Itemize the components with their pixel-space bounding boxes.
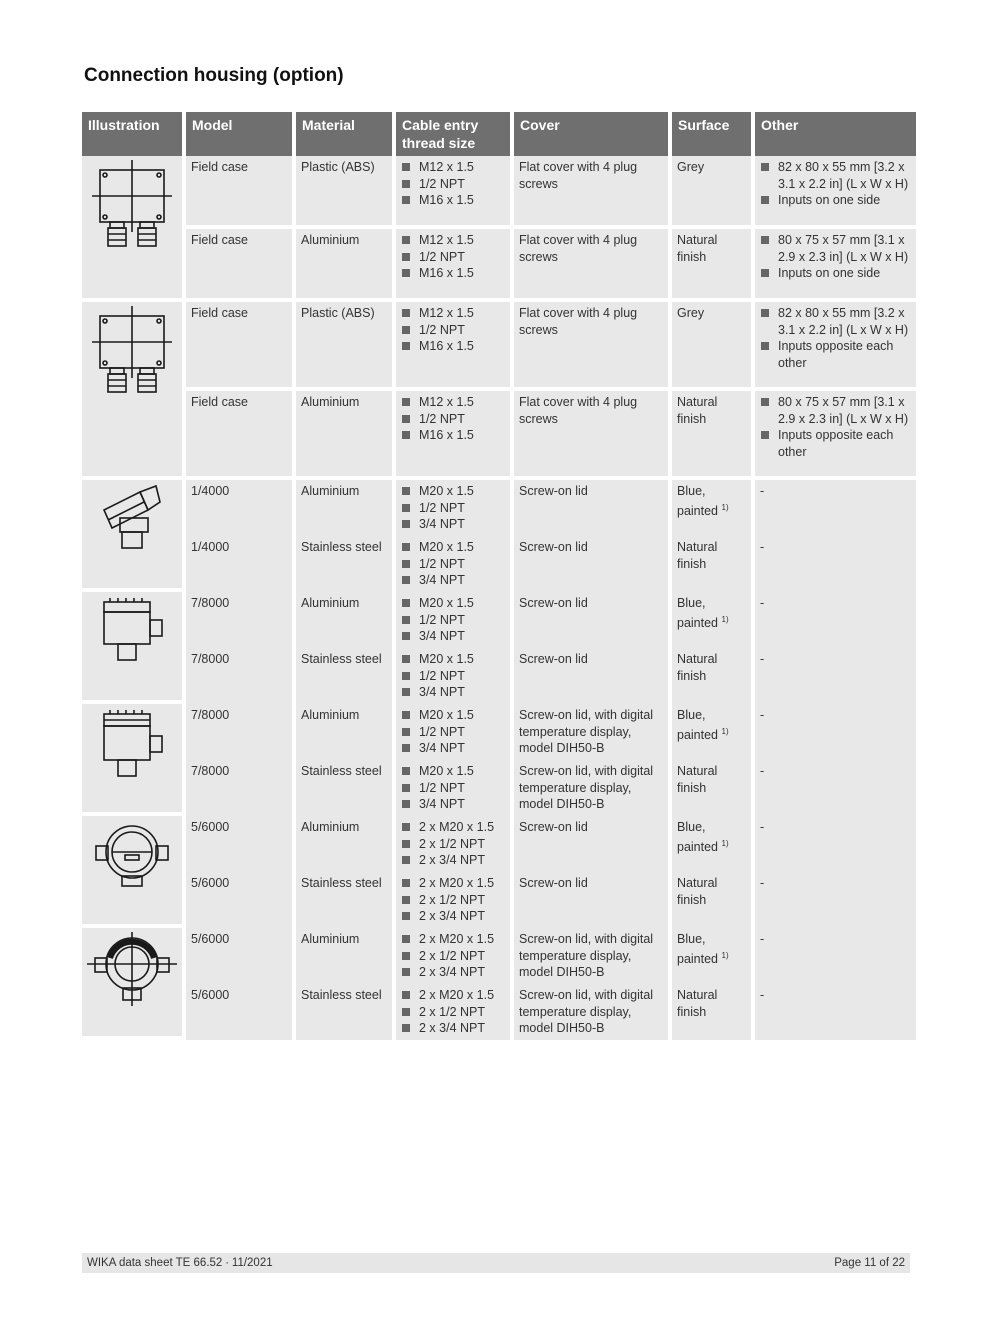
thread-cell [396,704,510,760]
table-row [186,760,916,812]
material-cell: Stainless steel [296,984,392,1040]
other-item: 82 x 80 x 55 mm [3.2 x 3.1 x 2.2 in] (L x W x H) [778,305,911,338]
table-row [186,816,916,868]
connection-housing-table [82,112,910,1040]
thread-cell [396,648,510,704]
housing-5-6000-drawing [82,816,182,924]
field-case-opposite-drawing [82,302,182,476]
surface-cell [672,480,751,536]
cover-cell: Screw-on lid [514,480,668,536]
other-item: Inputs opposite each other [778,338,911,371]
other-item: 82 x 80 x 55 mm [3.2 x 3.1 x 2.2 in] (L x W x H) [778,159,911,192]
table-row [186,536,916,588]
other-cell: - [755,760,916,816]
cover-cell: Screw-on lid [514,648,668,704]
thread-item: 1/2 NPT [419,612,505,629]
thread-item: 1/2 NPT [419,780,505,797]
thread-item: 2 x 1/2 NPT [419,892,505,909]
cover-cell: Screw-on lid, with digital temperature display, model DIH50-B [514,704,668,760]
thread-item: 2 x M20 x 1.5 [419,987,505,1004]
thread-item: 2 x 3/4 NPT [419,1020,505,1037]
cover-cell: Screw-on lid [514,536,668,592]
cover-cell: Screw-on lid [514,816,668,872]
thread-item: 1/2 NPT [419,411,505,428]
housing-5-6000-display-drawing [82,928,182,1036]
page-footer [82,1253,910,1273]
thread-cell [396,816,510,872]
model-cell: 7/8000 [186,648,292,704]
page-title: Connection housing (option) [84,65,344,86]
table-row [186,984,916,1036]
other-item: Inputs opposite each other [778,427,911,460]
housing-group-5-6000-display [82,928,910,1036]
footnote-ref: 1) [721,614,729,624]
model-cell: Field case [186,391,292,476]
footnote-ref: 1) [721,726,729,736]
thread-cell [396,984,510,1040]
other-cell [755,229,916,298]
table-row [186,156,916,225]
thread-item: 2 x M20 x 1.5 [419,931,505,948]
other-cell: - [755,704,916,760]
thread-item: M16 x 1.5 [419,338,505,355]
thread-cell [396,302,510,387]
housing-group-field-case-opposite [82,302,910,476]
thread-cell [396,391,510,476]
field-case-one-side-drawing [82,156,182,298]
cover-cell: Flat cover with 4 plug screws [514,156,668,225]
thread-item: 2 x 1/2 NPT [419,948,505,965]
thread-item: 1/2 NPT [419,724,505,741]
thread-cell [396,536,510,592]
thread-item: M16 x 1.5 [419,265,505,282]
surface-cell [672,816,751,872]
surface-cell: Natural finish [672,648,751,704]
thread-item: 2 x 1/2 NPT [419,1004,505,1021]
table-row [186,302,916,387]
material-cell: Stainless steel [296,872,392,928]
table-header [82,112,910,154]
material-cell: Aluminium [296,816,392,872]
other-item: Inputs on one side [778,265,911,282]
material-cell: Aluminium [296,928,392,984]
thread-item: 2 x 3/4 NPT [419,964,505,981]
other-cell: - [755,872,916,928]
housing-1-4000-drawing [82,480,182,588]
material-cell: Plastic (ABS) [296,302,392,387]
header-illustration: Illustration [82,112,182,156]
other-cell: - [755,592,916,648]
thread-item: M16 x 1.5 [419,192,505,209]
table-row [186,229,916,298]
model-cell: Field case [186,302,292,387]
header-other: Other [755,112,916,156]
thread-item: M12 x 1.5 [419,232,505,249]
thread-cell [396,872,510,928]
thread-cell [396,592,510,648]
housing-group-field-case-one-side [82,156,910,298]
thread-item: 2 x 3/4 NPT [419,852,505,869]
thread-item: 1/2 NPT [419,556,505,573]
other-cell: - [755,480,916,536]
surface-cell: Natural finish [672,536,751,592]
thread-cell [396,229,510,298]
housing-group-5-6000 [82,816,910,924]
surface-cell: Natural finish [672,760,751,816]
model-cell: 5/6000 [186,872,292,928]
surface-cell: Natural finish [672,872,751,928]
cover-cell: Flat cover with 4 plug screws [514,391,668,476]
model-cell: 7/8000 [186,760,292,816]
other-cell: - [755,536,916,592]
model-cell: 1/4000 [186,536,292,592]
surface-cell: Grey [672,156,751,225]
thread-item: M12 x 1.5 [419,159,505,176]
material-cell: Aluminium [296,391,392,476]
thread-item: M12 x 1.5 [419,305,505,322]
other-cell [755,391,916,476]
thread-cell [396,760,510,816]
other-cell [755,156,916,225]
cover-cell: Screw-on lid [514,872,668,928]
footnote-ref: 1) [721,838,729,848]
surface-text: Blue, painted [677,484,719,518]
header-surface: Surface [672,112,751,156]
header-cover: Cover [514,112,668,156]
thread-item: 3/4 NPT [419,516,505,533]
other-cell: - [755,928,916,984]
surface-cell: Natural finish [672,984,751,1040]
footer-document-id: WIKA data sheet TE 66.52 ∙ 11/2021 [87,1257,273,1269]
surface-cell: Natural finish [672,391,751,476]
other-cell [755,302,916,387]
model-cell: 7/8000 [186,592,292,648]
thread-item: 2 x 1/2 NPT [419,836,505,853]
thread-item: M20 x 1.5 [419,651,505,668]
thread-item: 3/4 NPT [419,572,505,589]
other-item: 80 x 75 x 57 mm [3.1 x 2.9 x 2.3 in] (L x W x H) [778,394,911,427]
thread-item: 1/2 NPT [419,249,505,266]
material-cell: Aluminium [296,704,392,760]
other-cell: - [755,816,916,872]
other-cell: - [755,984,916,1040]
surface-cell [672,928,751,984]
table-row [186,872,916,924]
model-cell: 5/6000 [186,984,292,1040]
cover-cell: Flat cover with 4 plug screws [514,229,668,298]
other-item: Inputs on one side [778,192,911,209]
material-cell: Plastic (ABS) [296,156,392,225]
thread-item: M20 x 1.5 [419,763,505,780]
thread-item: M20 x 1.5 [419,707,505,724]
thread-item: 3/4 NPT [419,628,505,645]
thread-item: 1/2 NPT [419,176,505,193]
thread-item: 1/2 NPT [419,322,505,339]
thread-item: M16 x 1.5 [419,427,505,444]
thread-item: M20 x 1.5 [419,483,505,500]
table-row [186,704,916,756]
thread-item: 3/4 NPT [419,684,505,701]
surface-cell [672,704,751,760]
other-item: 80 x 75 x 57 mm [3.1 x 2.9 x 2.3 in] (L x W x H) [778,232,911,265]
housing-group-7-8000 [82,592,910,700]
thread-item: 2 x M20 x 1.5 [419,875,505,892]
cover-cell: Flat cover with 4 plug screws [514,302,668,387]
thread-item: 1/2 NPT [419,500,505,517]
model-cell: 5/6000 [186,928,292,984]
thread-cell [396,156,510,225]
thread-item: 2 x M20 x 1.5 [419,819,505,836]
cover-cell: Screw-on lid, with digital temperature display, model DIH50-B [514,928,668,984]
model-cell: 7/8000 [186,704,292,760]
housing-group-7-8000-display [82,704,910,812]
model-cell: 5/6000 [186,816,292,872]
table-row [186,928,916,980]
material-cell: Aluminium [296,229,392,298]
material-cell: Aluminium [296,480,392,536]
housing-7-8000-display-drawing [82,704,182,812]
housing-group-1-4000 [82,480,910,588]
header-cable-entry: Cable entry thread size [396,112,510,156]
thread-item: M20 x 1.5 [419,539,505,556]
surface-cell [672,592,751,648]
thread-item: 3/4 NPT [419,740,505,757]
thread-cell [396,480,510,536]
table-row [186,480,916,532]
thread-item: 3/4 NPT [419,796,505,813]
other-cell: - [755,648,916,704]
surface-text: Blue, painted [677,596,719,630]
header-material: Material [296,112,392,156]
model-cell: Field case [186,156,292,225]
thread-item: 1/2 NPT [419,668,505,685]
surface-text: Blue, painted [677,932,719,966]
material-cell: Aluminium [296,592,392,648]
table-row [186,592,916,644]
footer-page-number: Page 11 of 22 [834,1257,905,1269]
cover-cell: Screw-on lid [514,592,668,648]
cover-cell: Screw-on lid, with digital temperature display, model DIH50-B [514,984,668,1040]
thread-item: M20 x 1.5 [419,595,505,612]
surface-text: Blue, painted [677,820,719,854]
table-row [186,648,916,700]
material-cell: Stainless steel [296,760,392,816]
thread-item: M12 x 1.5 [419,394,505,411]
surface-cell: Natural finish [672,229,751,298]
table-row [186,391,916,476]
footnote-ref: 1) [721,950,729,960]
thread-cell [396,928,510,984]
model-cell: Field case [186,229,292,298]
footnote-ref: 1) [721,502,729,512]
model-cell: 1/4000 [186,480,292,536]
surface-text: Blue, painted [677,708,719,742]
header-model: Model [186,112,292,156]
thread-item: 2 x 3/4 NPT [419,908,505,925]
material-cell: Stainless steel [296,648,392,704]
material-cell: Stainless steel [296,536,392,592]
housing-7-8000-drawing [82,592,182,700]
surface-cell: Grey [672,302,751,387]
cover-cell: Screw-on lid, with digital temperature display, model DIH50-B [514,760,668,816]
